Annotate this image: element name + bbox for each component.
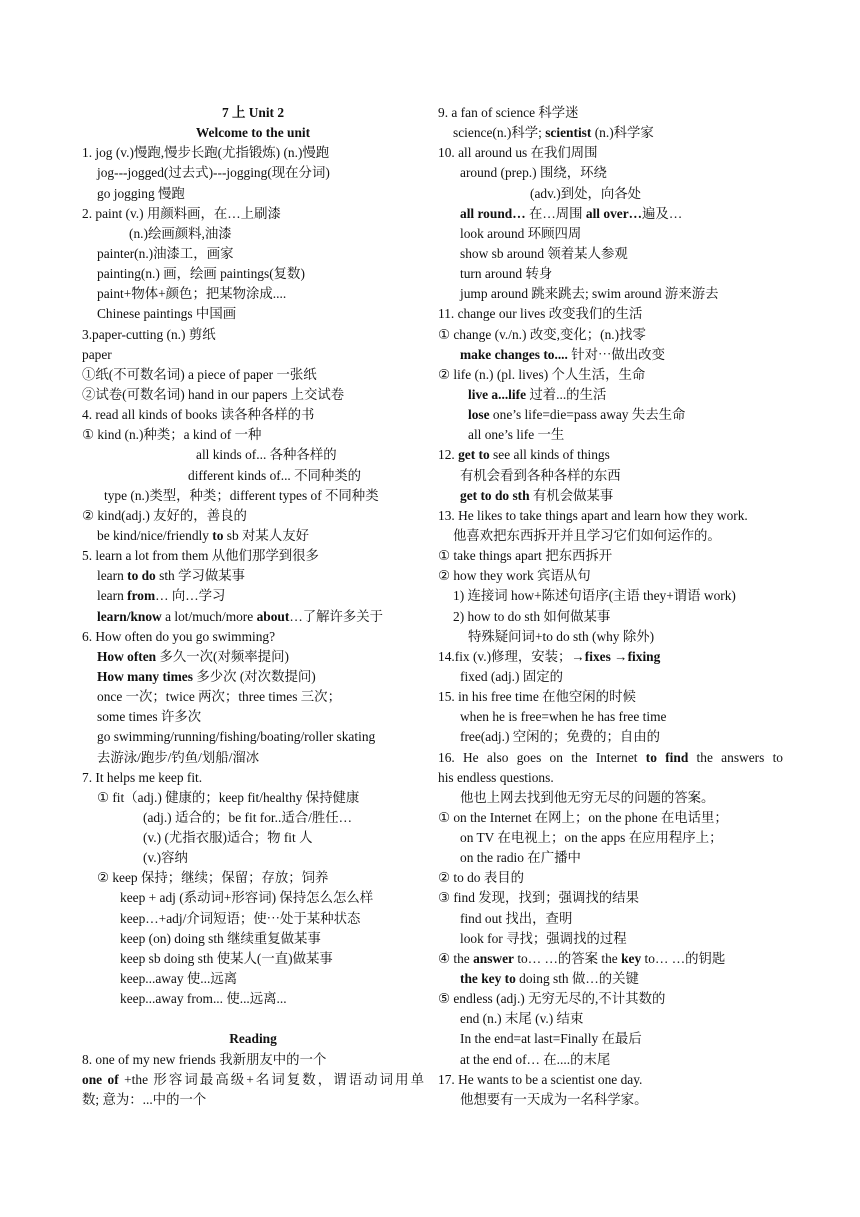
text-line	[82, 546, 424, 566]
text-line	[82, 586, 424, 606]
text-line	[82, 466, 424, 486]
text-line	[438, 365, 783, 385]
text-run: one of	[82, 1071, 119, 1087]
text-line	[82, 1009, 424, 1029]
text-run: 17. He wants to be a scientist one day.	[438, 1071, 643, 1087]
text-run: 4. read all kinds of books 读各种各样的书	[82, 407, 315, 423]
text-run: painter(n.)油漆工，画家	[97, 245, 234, 261]
text-run: all one’s life 一生	[468, 427, 565, 443]
text-run: ②试卷(可数名词) hand in our papers 上交试卷	[82, 386, 345, 402]
text-line	[82, 1090, 424, 1110]
text-run: 2. paint (v.) 用颜料画，在…上刷漆	[82, 205, 281, 221]
text-line	[438, 989, 783, 1009]
text-run: 过着...的生活	[526, 386, 607, 402]
text-run: turn around 转身	[460, 266, 553, 282]
text-run: doing sth 做…的关键	[515, 971, 639, 987]
text-line	[82, 1029, 424, 1049]
text-line	[438, 345, 783, 365]
text-line	[82, 647, 424, 667]
text-run: some times 许多次	[97, 709, 202, 725]
text-line	[82, 526, 424, 546]
text-run: lose	[468, 407, 490, 423]
text-run: be kind/nice/friendly	[97, 527, 213, 543]
text-run: 遍及…	[642, 205, 683, 221]
text-run: 7. It helps me keep fit.	[82, 769, 203, 785]
text-line	[82, 667, 424, 687]
text-run: …了解许多关于	[289, 608, 384, 624]
text-line	[438, 123, 783, 143]
text-run: 针对⋯做出改变	[567, 346, 665, 362]
text-line	[82, 445, 424, 465]
text-line	[82, 989, 424, 1009]
text-run: ② life (n.) (pl. lives) 个人生活，生命	[438, 366, 646, 382]
text-line	[438, 949, 783, 969]
text-run: learn	[97, 588, 128, 604]
right-column	[438, 103, 783, 1110]
text-line	[82, 748, 424, 768]
text-line	[438, 1070, 783, 1090]
text-run: around (prep.) 围绕，环绕	[460, 165, 607, 181]
text-run: (adv.)到处，向各处	[530, 185, 642, 201]
text-line	[438, 284, 783, 304]
text-run: science(n.)科学;	[453, 125, 546, 141]
text-line	[438, 1050, 783, 1070]
text-line	[438, 848, 783, 868]
text-line	[82, 888, 424, 908]
text-run: the answers to	[688, 749, 784, 765]
text-line	[438, 445, 783, 465]
text-line	[82, 143, 424, 163]
text-run: go swimming/running/fishing/boating/roller skating	[97, 729, 376, 745]
text-line	[82, 969, 424, 989]
text-run: keep…+adj/介词短语；使⋯处于某种状态	[120, 910, 361, 926]
text-run: 特殊疑问词+to do sth (why 除外)	[468, 628, 655, 644]
text-run: keep (on) doing sth 继续重复做某事	[120, 930, 321, 946]
text-run: ⑤ endless (adj.) 无穷无尽的,不计其数的	[438, 991, 666, 1007]
text-run: 他想要有一天成为一名科学家。	[460, 1091, 648, 1107]
text-line	[438, 103, 783, 123]
text-run: 5. learn a lot from them 从他们那学到很多	[82, 548, 319, 564]
text-line	[82, 808, 424, 828]
text-run: a lot/much/more	[161, 608, 257, 624]
text-line	[82, 868, 424, 888]
text-run: 9. a fan of science 科学迷	[438, 105, 579, 120]
text-line	[82, 224, 424, 244]
text-line	[438, 184, 783, 204]
text-line	[438, 727, 783, 747]
text-line	[82, 1050, 424, 1070]
text-line	[438, 486, 783, 506]
text-line	[82, 566, 424, 586]
text-run: to	[212, 527, 224, 543]
text-run: 13. He likes to take things apart and learn how they work.	[438, 507, 748, 523]
text-run: make changes to....	[460, 346, 568, 362]
text-run: to… …的钥匙	[641, 950, 726, 966]
text-line	[82, 385, 424, 405]
text-run: In the end=at last=Finally 在最后	[460, 1031, 642, 1047]
text-run: go jogging 慢跑	[97, 185, 185, 201]
text-line	[82, 1070, 424, 1090]
text-run: (n.)绘画颜料,油漆	[129, 225, 232, 241]
text-run: ② how they work 宾语从句	[438, 568, 591, 584]
text-line	[82, 345, 424, 365]
text-run: 1. jog (v.)慢跑,慢步长跑(尤指锻炼) (n.)慢跑	[82, 145, 330, 161]
text-run: the key to	[460, 971, 516, 987]
text-line	[438, 163, 783, 183]
text-run: 去游泳/跑步/钓鱼/划船/溜冰	[97, 749, 260, 765]
text-run: sth 学习做某事	[155, 568, 246, 584]
text-run: ④ the	[438, 950, 474, 966]
text-run: 他也上网去找到他无穷无尽的问题的答案。	[460, 789, 715, 805]
text-line	[82, 848, 424, 868]
text-run: (v.) (尤指衣服)适合；物 fit 人	[143, 830, 313, 846]
text-run: +the 形容词最高级+名词复数，谓语动词用单	[118, 1071, 424, 1087]
text-run: Welcome to the unit	[195, 125, 311, 141]
text-run: paper	[82, 346, 112, 362]
text-run: type (n.)类型，种类；different types of 不同种类	[104, 487, 379, 503]
text-run: 他喜欢把东西拆开并且学习它们如何运作的。	[453, 527, 721, 543]
text-run: key	[621, 950, 642, 966]
text-run: 16. He also goes on the Internet	[438, 749, 646, 765]
text-line	[438, 909, 783, 929]
text-line	[438, 586, 783, 606]
text-run: ① kind (n.)种类；a kind of 一种	[82, 427, 262, 443]
text-line	[82, 828, 424, 848]
text-run: ③ find 发现，找到；强调找的结果	[438, 890, 639, 906]
text-run: look for 寻找；强调找的过程	[460, 930, 627, 946]
text-line	[438, 506, 783, 526]
text-line	[438, 304, 783, 324]
text-line	[438, 627, 783, 647]
text-line	[438, 868, 783, 888]
text-run: free(adj.) 空闲的；免费的；自由的	[460, 729, 661, 745]
text-line	[82, 163, 424, 183]
text-run: all over…	[585, 205, 643, 221]
text-run: ① take things apart 把东西拆开	[438, 548, 613, 564]
text-line	[82, 687, 424, 707]
text-line	[82, 304, 424, 324]
text-line	[82, 103, 424, 123]
text-run: about	[256, 608, 290, 624]
text-run: at the end of… 在....的末尾	[460, 1051, 611, 1067]
text-run: jump around 跳来跳去; swim around 游来游去	[460, 286, 719, 302]
text-line	[82, 506, 424, 526]
text-line	[438, 929, 783, 949]
text-run: 7 上 Unit 2	[221, 105, 285, 120]
text-line	[82, 425, 424, 445]
text-line	[82, 244, 424, 264]
text-run: answer	[473, 950, 514, 966]
text-run: 12.	[438, 447, 459, 463]
text-line	[82, 284, 424, 304]
text-run: 多少次 (对次数提问)	[192, 668, 316, 684]
text-line	[82, 707, 424, 727]
text-line	[438, 687, 783, 707]
text-line	[82, 949, 424, 969]
text-run: ① change (v./n.) 改变,变化；(n.)找零	[438, 326, 646, 342]
text-line	[438, 788, 783, 808]
text-run: (n.)科学家	[591, 125, 654, 141]
text-run: 3.paper-cutting (n.) 剪纸	[82, 326, 216, 342]
text-line	[438, 405, 783, 425]
text-run: scientist	[545, 125, 592, 141]
text-run: when he is free=when he has free time	[460, 709, 667, 725]
text-run: show sb around 领着某人参观	[460, 245, 628, 261]
text-run: jog---jogged(过去式)---jogging(现在分词)	[97, 165, 330, 181]
text-line	[438, 1009, 783, 1029]
text-run: keep...away 使...远离	[120, 971, 238, 987]
text-line	[82, 264, 424, 284]
text-line	[438, 1090, 783, 1110]
text-run: once 一次；twice 两次；three times 三次；	[97, 689, 341, 705]
text-run: painting(n.) 画，绘画 paintings(复数)	[97, 266, 305, 282]
text-line	[82, 486, 424, 506]
text-run: all round…	[460, 205, 526, 221]
text-run: 有机会做某事	[529, 487, 614, 503]
text-line	[438, 647, 783, 667]
text-run: Reading	[229, 1031, 277, 1047]
text-run: ② keep 保持；继续；保留；存放；饲养	[97, 870, 329, 886]
text-run: How often	[97, 648, 157, 664]
text-line	[438, 264, 783, 284]
text-line	[438, 466, 783, 486]
text-run: keep + adj (系动词+形容词) 保持怎么怎么样	[120, 890, 374, 906]
text-line	[438, 566, 783, 586]
text-line	[82, 768, 424, 788]
text-run: on TV 在电视上；on the apps 在应用程序上；	[460, 830, 723, 846]
text-line	[438, 607, 783, 627]
text-run: 在…周围	[525, 205, 586, 221]
text-run: ① fit（adj.) 健康的；keep fit/healthy 保持健康	[97, 789, 360, 805]
text-run: keep sb doing sth 使某人(一直)做某事	[120, 950, 333, 966]
text-run: learn	[97, 568, 128, 584]
text-run: 1) 连接词 how+陈述句语序(主语 they+谓语 work)	[453, 588, 736, 604]
text-line	[82, 365, 424, 385]
text-run: on the radio 在广播中	[460, 850, 581, 866]
text-run: ② kind(adj.) 友好的，善良的	[82, 507, 247, 523]
text-run: keep...away from... 使...远离...	[120, 991, 287, 1007]
text-run: get to	[458, 447, 490, 463]
text-line	[438, 546, 783, 566]
text-run: →fixes →fixing	[571, 648, 661, 664]
text-run: 多久一次(对频率提问)	[156, 648, 289, 664]
text-line	[438, 707, 783, 727]
text-run: all kinds of... 各种各样的	[196, 447, 337, 463]
left-column	[82, 103, 424, 1110]
text-run: get to do sth	[460, 487, 530, 503]
text-line	[82, 788, 424, 808]
text-run: 8. one of my new friends 我新朋友中的一个	[82, 1051, 327, 1067]
text-line	[82, 405, 424, 425]
text-run: 14.fix (v.)修理，安装；	[438, 648, 572, 664]
text-run: (v.)容纳	[143, 850, 188, 866]
text-line	[82, 909, 424, 929]
text-line	[438, 224, 783, 244]
text-run: different kinds of... 不同种类的	[188, 467, 362, 483]
text-run: look around 环顾四周	[460, 225, 582, 241]
text-line	[82, 123, 424, 143]
text-run: see all kinds of things	[489, 447, 610, 463]
text-line	[438, 808, 783, 828]
text-line	[82, 184, 424, 204]
text-run: ① on the Internet 在网上；on the phone 在电话里；	[438, 809, 728, 825]
text-run: 数; 意为：...中的一个	[82, 1091, 207, 1107]
text-run: ② to do 表目的	[438, 870, 525, 886]
text-line	[82, 204, 424, 224]
text-run: 有机会看到各种各样的东西	[460, 467, 621, 483]
text-line	[438, 425, 783, 445]
text-run: paint+物体+颜色；把某物涂成....	[97, 286, 287, 302]
text-run: How many times	[97, 668, 193, 684]
text-run: 11. change our lives 改变我们的生活	[438, 306, 643, 322]
text-run: ①纸(不可数名词) a piece of paper 一张纸	[82, 366, 317, 382]
text-line	[82, 607, 424, 627]
text-line	[82, 627, 424, 647]
text-line	[438, 204, 783, 224]
text-run: sb 对某人友好	[223, 527, 309, 543]
text-run: 10. all around us 在我们周围	[438, 145, 598, 161]
text-run: find out 找出，查明	[460, 910, 573, 926]
text-run: learn/know	[97, 608, 162, 624]
text-run: 6. How often do you go swimming?	[82, 628, 276, 644]
text-run: from	[127, 588, 156, 604]
text-run: one’s life=die=pass away 失去生命	[489, 407, 686, 423]
text-run: to… …的答案 the	[513, 950, 622, 966]
text-line	[438, 244, 783, 264]
text-run: fixed (adj.) 固定的	[460, 668, 564, 684]
text-line	[438, 888, 783, 908]
text-line	[438, 325, 783, 345]
text-line	[82, 325, 424, 345]
text-line	[438, 768, 783, 788]
text-line	[438, 1029, 783, 1049]
text-run: end (n.) 末尾 (v.) 结束	[460, 1011, 584, 1027]
text-line	[82, 929, 424, 949]
text-run: to do	[127, 568, 156, 584]
text-line	[82, 727, 424, 747]
text-line	[438, 748, 783, 768]
text-line	[438, 828, 783, 848]
text-line	[438, 969, 783, 989]
text-run: live a...life	[468, 386, 527, 402]
text-line	[438, 526, 783, 546]
text-run: … 向…学习	[155, 588, 226, 604]
text-run: his endless questions.	[438, 769, 554, 785]
text-run: 15. in his free time 在他空闲的时候	[438, 689, 636, 705]
text-line	[438, 385, 783, 405]
text-run: 2) how to do sth 如何做某事	[453, 608, 611, 624]
text-run: to find	[645, 749, 689, 765]
text-run: (adj.) 适合的；be fit for..适合/胜任…	[143, 809, 353, 825]
text-run: Chinese paintings 中国画	[97, 306, 237, 322]
text-line	[438, 667, 783, 687]
text-line	[438, 143, 783, 163]
